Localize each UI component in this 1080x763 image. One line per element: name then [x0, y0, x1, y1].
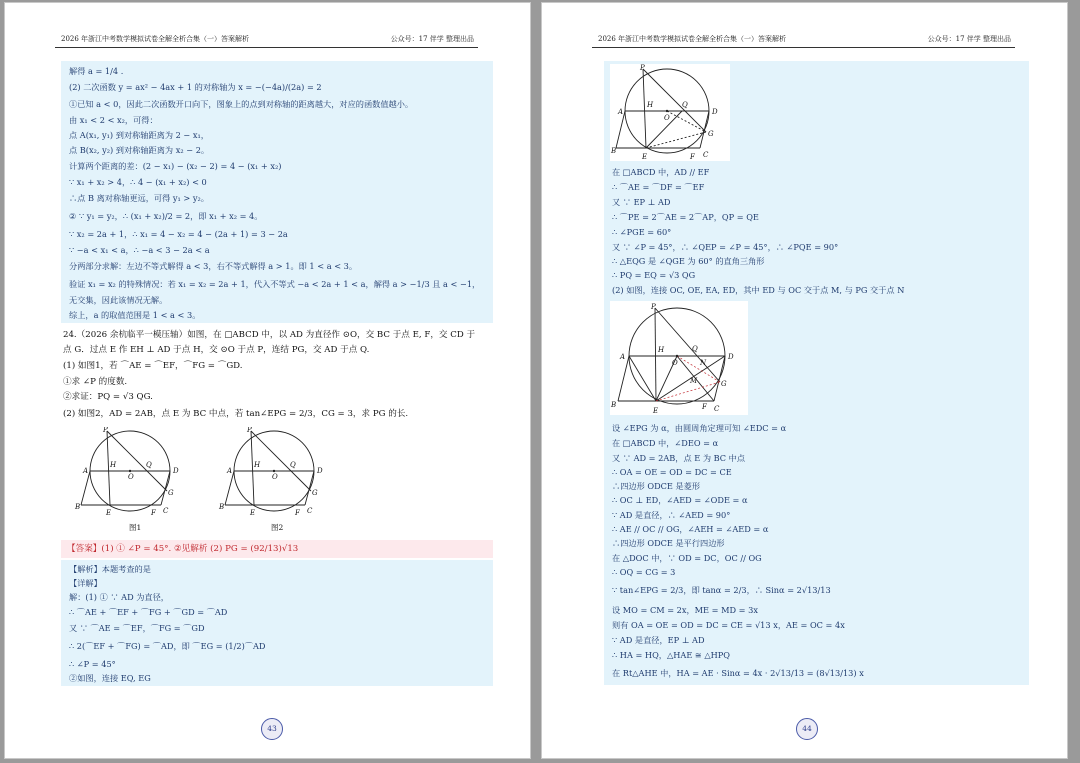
point-label: P	[247, 427, 252, 434]
solution-line: 无交集，因此该情况无解。	[69, 295, 168, 305]
problem-line: (2) 如图2，AD = 2AB，点 E 为 BC 中点，若 tan∠EPG = 2/3，CG = 3，求 PG 的长.	[63, 409, 409, 419]
point-label: O	[664, 114, 670, 122]
point-label: H	[647, 101, 654, 109]
point-label: G	[721, 380, 727, 388]
page-number: 44	[796, 718, 818, 740]
problem-line: (1) 如图1，若 ⌒AE = ⌒EF，⌒FG = ⌒GD.	[63, 361, 243, 371]
header-title: 2026 年浙江中考数学模拟试卷全解全析合集（一）答案解析	[598, 35, 787, 43]
figure-caption: 图2	[271, 523, 284, 532]
solution-line: ∴点 B 离对称轴更远，可得 y₁ > y₂。	[69, 193, 209, 203]
point-label: B	[75, 503, 81, 511]
answer-bar	[61, 540, 493, 558]
solution-line: ∴ 2(⌒EF + ⌒FG) = ⌒AD，即 ⌒EG = (1/2)⌒AD	[69, 641, 266, 651]
point-label: A	[83, 467, 89, 475]
solution-line: ②如图，连接 EQ, EG	[69, 673, 151, 683]
point-label: D	[317, 467, 323, 475]
point-label: D	[712, 108, 718, 116]
solution-line: (2) 如图，连接 OC, OE, EA, ED，其中 ED 与 OC 交于点 M, 与 PG 交于点 N	[612, 285, 905, 295]
problem-line: ②求证：PQ = √3 QG.	[63, 392, 153, 402]
solution-line: 点 B(x₂, y₂) 到对称轴距离为 x₂ − 2。	[69, 145, 210, 155]
point-label: Q	[146, 461, 152, 469]
solution-line: 综上，a 的取值范围是 1 < a < 3。	[69, 310, 201, 320]
point-label: O	[272, 473, 278, 481]
left-page	[4, 2, 531, 759]
point-label: O	[672, 359, 678, 367]
point-label: F	[702, 403, 707, 411]
point-label: F	[295, 509, 300, 517]
solution-line: ∴ ∠P = 45°	[69, 659, 116, 669]
solution-line: ∵ AD 是直径，EP ⊥ AD	[612, 635, 705, 645]
solution-line: 又 ∵ EP ⊥ AD	[612, 197, 671, 207]
solution-line: ∴ OQ = CG = 3	[612, 567, 676, 577]
point-label: E	[106, 509, 112, 517]
header-source: 公众号：17 伴学 整理出品	[927, 35, 1011, 43]
solution-line: 设 MO = CM = 2x，ME = MD = 3x	[612, 605, 758, 615]
header-source: 公众号：17 伴学 整理出品	[390, 35, 474, 43]
point-label: A	[620, 353, 626, 361]
figure-1	[73, 427, 193, 519]
point-label: P	[651, 303, 656, 311]
solution-line: 又 ∵ AD = 2AB，点 E 为 BC 中点	[612, 453, 746, 463]
solution-line: ∴ ⌒AE + ⌒EF + ⌒FG + ⌒GD = ⌒AD	[69, 607, 228, 617]
solution-line: ∵ x₂ = 2a + 1，∴ x₁ = 4 − x₂ = 4 − (2a + 1) = 3 − 2a	[69, 229, 288, 239]
solution-line: 验证 x₁ = x₂ 的特殊情况：若 x₁ = x₂ = 2a + 1，代入不等式 −a < 2a + 1 < a，解得 a > −1/3 且 a < −1，	[69, 279, 481, 289]
point-label: C	[163, 507, 169, 515]
point-label: H	[110, 461, 117, 469]
solution-line: 由 x₁ < 2 < x₂，可得：	[69, 115, 158, 125]
solution-line: ② ∵ y₁ = y₂，∴ (x₁ + x₂)/2 = 2，即 x₁ + x₂ = 4。	[69, 211, 263, 221]
point-label: H	[254, 461, 261, 469]
point-label: D	[728, 353, 734, 361]
point-label: P	[103, 427, 108, 434]
solution-line: 计算两个距离的差：(2 − x₁) − (x₂ − 2) = 4 − (x₁ + x₂)	[69, 161, 282, 171]
point-label: G	[708, 130, 714, 138]
solution-box-top	[61, 61, 493, 323]
figure-2	[217, 427, 337, 519]
solution-line: ①已知 a < 0，因此二次函数开口向下，图象上的点到对称轴的距离越大，对应的函数值越小。	[69, 99, 414, 109]
solution-line: 在 △DOC 中，∵ OD = DC，OC // OG	[612, 553, 762, 563]
page-number: 43	[261, 718, 283, 740]
left-page-header	[55, 33, 478, 48]
solution-line: 则有 OA = OE = OD = DC = CE = √13 x，AE = OC = 4x	[612, 620, 845, 630]
solution-box-right	[604, 61, 1029, 685]
point-label: D	[173, 467, 179, 475]
solution-line: 在 □ABCD 中，AD // EF	[612, 167, 710, 177]
solution-line: ∴ OC ⊥ ED，∠AED = ∠ODE = α	[612, 495, 748, 505]
point-label: B	[219, 503, 225, 511]
problem-line: 点 G．过点 E 作 EH ⊥ AD 于点 H，交 ⊙O 于点 P，连结 PG，交 AD 于点 Q.	[63, 345, 370, 355]
solution-line: ∴ △EQG 是 ∠QGE 为 60° 的直角三角形	[612, 256, 765, 266]
solution-line: 又 ∵ ∠P = 45°，∴ ∠QEP = ∠P = 45°，∴ ∠PQE = 90°	[612, 242, 839, 252]
solution-line: ∴ ∠PGE = 60°	[612, 227, 672, 237]
point-label: N	[700, 359, 707, 367]
point-label: B	[611, 401, 617, 409]
solution-line: ∴ PQ = EQ = √3 QG	[612, 270, 696, 280]
solution-line: 解得 a = 1/4 .	[69, 66, 124, 76]
solution-line: ∴ ⌒AE = ⌒DF = ⌒EF	[612, 182, 705, 192]
solution-line: ∴ AE // OC // OG，∠AEH = ∠AED = α	[612, 524, 769, 534]
answer-text: 【答案】(1) ① ∠P = 45°. ②见解析 (2) PG = (92/13)√13	[67, 544, 299, 554]
solution-line: 在 Rt△AHE 中，HA = AE · Sinα = 4x · 2√13/13 = (8√13/13) x	[612, 668, 864, 678]
point-label: C	[307, 507, 313, 515]
point-label: Q	[692, 345, 698, 353]
solution-line: ∵ −a < x₁ < a，∴ −a < 3 − 2a < a	[69, 245, 210, 255]
problem-line: 24.（2026 余杭临平一模压轴）如图，在 □ABCD 中，以 AD 为直径作 ⊙O，交 BC 于点 E, F，交 CD 于	[63, 330, 476, 340]
solution-line: ∴ OA = OE = OD = DC = CE	[612, 467, 732, 477]
solution-line: ∴ HA = HQ，△HAE ≅ △HPQ	[612, 650, 731, 660]
solution-line: ∵ tan∠EPG = 2/3，即 tanα = 2/3，∴ Sinα = 2√13/13	[612, 585, 831, 595]
point-label: H	[658, 346, 665, 354]
solution-line: ∴ ⌒PE = 2⌒AE = 2⌒AP，QP = QE	[612, 212, 759, 222]
header-title: 2026 年浙江中考数学模拟试卷全解全析合集（一）答案解析	[61, 35, 250, 43]
solution-line: ∴四边形 ODCE 是平行四边形	[612, 538, 725, 548]
point-label: Q	[290, 461, 296, 469]
solution-line: 又 ∵ ⌒AE = ⌒EF，⌒FG = ⌒GD	[69, 623, 205, 633]
point-label: G	[168, 489, 174, 497]
solution-line: 【详解】	[69, 578, 102, 588]
point-label: A	[618, 108, 624, 116]
solution-line: 在 □ABCD 中，∠DEO = α	[612, 438, 719, 448]
solution-line: (2) 二次函数 y = ax² − 4ax + 1 的对称轴为 x = −(−4a)/(2a) = 2	[69, 82, 322, 92]
solution-line: ∵ x₁ + x₂ > 4，∴ 4 − (x₁ + x₂) < 0	[69, 177, 207, 187]
solution-line: 点 A(x₁, y₁) 到对称轴距离为 2 − x₁，	[69, 130, 209, 140]
solution-box-bottom	[61, 560, 493, 686]
point-label: M	[690, 377, 698, 385]
figure-3	[610, 64, 730, 161]
solution-line: 设 ∠EPG 为 α，由圆周角定理可知 ∠EDC = α	[612, 423, 787, 433]
solution-line: 分两部分求解：左边不等式解得 a < 3，右不等式解得 a > 1。即 1 < a < 3。	[69, 261, 358, 271]
point-label: E	[642, 153, 648, 161]
point-label: O	[128, 473, 134, 481]
point-label: F	[690, 153, 695, 161]
point-label: P	[640, 64, 645, 72]
right-page-header	[592, 33, 1015, 48]
point-label: A	[227, 467, 233, 475]
point-label: B	[611, 147, 617, 155]
point-label: C	[714, 405, 720, 413]
solution-line: ∵ AD 是直径，∴ ∠AED = 90°	[612, 510, 731, 520]
point-label: C	[703, 151, 709, 159]
point-label: E	[653, 407, 659, 415]
solution-line: ∴四边形 ODCE 是菱形	[612, 481, 701, 491]
point-label: G	[312, 489, 318, 497]
point-label: F	[151, 509, 156, 517]
figure-4	[610, 301, 748, 415]
right-page	[541, 2, 1068, 759]
point-label: E	[250, 509, 256, 517]
problem-line: ①求 ∠P 的度数.	[63, 377, 128, 387]
figure-caption: 图1	[129, 523, 142, 532]
solution-line: 解：(1) ① ∵ AD 为直径，	[69, 592, 169, 602]
solution-line: 【解析】本题考查的是	[69, 564, 151, 574]
point-label: Q	[682, 101, 688, 109]
